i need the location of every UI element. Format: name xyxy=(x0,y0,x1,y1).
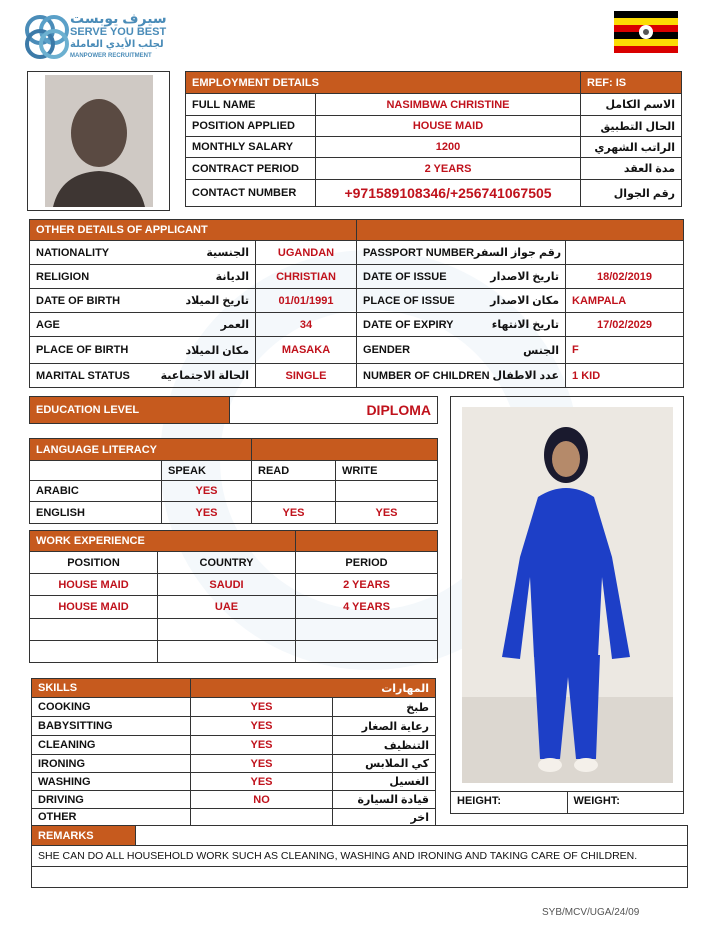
list-item xyxy=(32,791,436,809)
expiry-value: 17/02/2029 xyxy=(566,313,684,337)
english-read: YES xyxy=(252,502,336,524)
age-value: 34 xyxy=(256,313,357,337)
marital-value: SINGLE xyxy=(256,364,357,388)
weight-label: WEIGHT: xyxy=(573,795,620,807)
col-country: COUNTRY xyxy=(158,552,296,574)
work-position xyxy=(30,641,158,663)
age-ar: العمر xyxy=(220,319,249,331)
english-speak: YES xyxy=(162,502,252,524)
work-period: 2 YEARS xyxy=(296,574,438,596)
english-write: YES xyxy=(336,502,438,524)
skill-ar: اخر xyxy=(333,809,436,826)
work-period xyxy=(296,619,438,641)
skill-ar: كي الملابس xyxy=(333,755,436,773)
work-table xyxy=(29,530,438,663)
work-period: 4 YEARS xyxy=(296,596,438,619)
language-header-blank xyxy=(252,439,438,461)
logo-arabic: سيرف يوبست xyxy=(70,10,167,26)
remarks-text: SHE CAN DO ALL HOUSEHOLD WORK SUCH AS CLEANING, WASHING AND IRONING AND TAKING CARE OF CHILDREN. xyxy=(32,846,688,867)
issue-date-label: DATE OF ISSUE xyxy=(363,270,447,283)
children-value: 1 KID xyxy=(566,364,684,388)
issue-date-value: 18/02/2019 xyxy=(566,265,684,289)
work-header-blank xyxy=(296,531,438,552)
full-photo-frame xyxy=(450,396,684,814)
work-period xyxy=(296,641,438,663)
employment-table xyxy=(185,71,682,207)
passport-label: PASSPORT NUMBER xyxy=(363,246,475,259)
full-name-ar: الاسم الكامل xyxy=(581,94,682,116)
dob-ar: تاريخ الميلاد xyxy=(185,295,249,307)
col-period: PERIOD xyxy=(296,552,438,574)
position-ar: الحال التطبيق xyxy=(581,116,682,137)
logo-name: SERVE YOU BEST xyxy=(70,26,167,38)
nationality-ar: الجنسية xyxy=(206,247,249,259)
remarks-header-blank xyxy=(136,826,688,846)
skills-table xyxy=(31,678,436,826)
issue-place-label: PLACE OF ISSUE xyxy=(363,294,455,307)
skill-value: YES xyxy=(191,698,333,717)
religion-value: CHRISTIAN xyxy=(256,265,357,289)
children-ar: عدد الاطفال xyxy=(492,370,560,382)
language-table xyxy=(29,438,438,524)
work-country xyxy=(158,619,296,641)
list-item xyxy=(32,773,436,791)
contact-ar: رقم الجوال xyxy=(581,180,682,207)
nationality-value: UGANDAN xyxy=(256,241,357,265)
dob-label: DATE OF BIRTH xyxy=(36,294,121,307)
skill-ar: قيادة السيارة xyxy=(333,791,436,809)
ref-label: REF: IS xyxy=(581,72,682,94)
remarks-header: REMARKS xyxy=(32,826,136,846)
full-name-value: NASIMBWA CHRISTINE xyxy=(316,94,581,116)
work-position xyxy=(30,619,158,641)
skill-label: DRIVING xyxy=(32,791,191,809)
passport-value xyxy=(566,241,684,265)
skill-ar: طبخ xyxy=(333,698,436,717)
expiry-ar: تاريخ الانتهاء xyxy=(491,319,560,331)
list-item xyxy=(32,736,436,755)
birthplace-label: PLACE OF BIRTH xyxy=(36,344,129,356)
work-position: HOUSE MAID xyxy=(30,574,158,596)
issue-date-ar: تاريخ الاصدار xyxy=(490,271,560,283)
skill-ar: الغسيل xyxy=(333,773,436,791)
work-header: WORK EXPERIENCE xyxy=(30,531,296,552)
logo-tagline: MANPOWER RECRUITMENT xyxy=(70,53,152,59)
col-write: WRITE xyxy=(336,461,438,481)
arabic-write xyxy=(336,481,438,502)
work-position: HOUSE MAID xyxy=(30,596,158,619)
measurements-row xyxy=(451,791,683,814)
work-country: UAE xyxy=(158,596,296,619)
skills-header: SKILLS xyxy=(32,679,191,698)
skill-ar: رعاية الصغار xyxy=(333,717,436,736)
position-label: POSITION APPLIED xyxy=(186,116,316,137)
contract-ar: مدة العقد xyxy=(581,158,682,180)
skill-label: IRONING xyxy=(32,755,191,773)
arabic-speak: YES xyxy=(162,481,252,502)
dob-value: 01/01/1991 xyxy=(256,289,357,313)
work-country xyxy=(158,641,296,663)
marital-ar: الحالة الاجتماعية xyxy=(160,370,249,382)
language-english: ENGLISH xyxy=(30,502,162,524)
skill-label: WASHING xyxy=(32,773,191,791)
arabic-read xyxy=(252,481,336,502)
applicant-table xyxy=(29,219,684,388)
uganda-flag-icon xyxy=(614,11,678,53)
skill-value: YES xyxy=(191,755,333,773)
issue-place-ar: مكان الاصدار xyxy=(490,295,560,307)
list-item xyxy=(32,717,436,736)
table-row xyxy=(30,641,438,663)
footer-code: SYB/MCV/UGA/24/09 xyxy=(542,907,640,918)
passport-photo-frame xyxy=(27,71,170,211)
gender-ar: الجنس xyxy=(523,344,560,357)
skill-label: COOKING xyxy=(32,698,191,717)
contract-label: CONTRACT PERIOD xyxy=(186,158,316,180)
skill-value: NO xyxy=(191,791,333,809)
remarks-table xyxy=(31,825,688,888)
expiry-label: DATE OF EXPIRY xyxy=(363,318,454,331)
skill-ar: التنظيف xyxy=(333,736,436,755)
contact-label: CONTACT NUMBER xyxy=(186,180,316,207)
salary-label: MONTHLY SALARY xyxy=(186,137,316,158)
nationality-label: NATIONALITY xyxy=(36,246,110,259)
education-label: EDUCATION LEVEL xyxy=(30,397,230,424)
col-position: POSITION xyxy=(30,552,158,574)
children-label: NUMBER OF CHILDREN xyxy=(363,369,490,382)
company-logo xyxy=(22,10,192,66)
marital-label: MARITAL STATUS xyxy=(36,369,130,382)
list-item xyxy=(32,809,436,826)
gender-label: GENDER xyxy=(363,344,411,356)
salary-value: 1200 xyxy=(316,137,581,158)
full-name-label: FULL NAME xyxy=(186,94,316,116)
work-country: SAUDI xyxy=(158,574,296,596)
remarks-blank-row xyxy=(32,867,688,888)
religion-label: RELIGION xyxy=(36,270,90,283)
language-arabic: ARABIC xyxy=(30,481,162,502)
language-header: LANGUAGE LITERACY xyxy=(30,439,252,461)
skill-value: YES xyxy=(191,773,333,791)
skill-value: YES xyxy=(191,736,333,755)
passport-ar: رقم جواز السفر xyxy=(474,247,562,259)
employment-header: EMPLOYMENT DETAILS xyxy=(186,72,581,94)
religion-ar: الديانة xyxy=(215,271,249,283)
issue-place-value: KAMPALA xyxy=(566,289,684,313)
table-row xyxy=(30,596,438,619)
table-row xyxy=(30,619,438,641)
height-label: HEIGHT: xyxy=(451,792,568,814)
skill-label: CLEANING xyxy=(32,736,191,755)
education-table xyxy=(29,396,438,424)
passport-photo xyxy=(31,75,166,207)
gender-value: F xyxy=(566,337,684,364)
list-item xyxy=(32,698,436,717)
skill-label: BABYSITTING xyxy=(32,717,191,736)
list-item xyxy=(32,755,436,773)
full-body-photo xyxy=(462,407,673,783)
applicant-header: OTHER DETAILS OF APPLICANT xyxy=(30,220,357,241)
education-value: DIPLOMA xyxy=(230,397,438,424)
skill-label: OTHER xyxy=(32,809,191,826)
language-col-blank xyxy=(30,461,162,481)
age-label: AGE xyxy=(36,318,60,331)
col-read: READ xyxy=(252,461,336,481)
skill-value xyxy=(191,809,333,826)
col-speak: SPEAK xyxy=(162,461,252,481)
position-value: HOUSE MAID xyxy=(316,116,581,137)
logo-arabic-sub: لجلب الأيدي العاملة xyxy=(70,39,164,50)
birthplace-value: MASAKA xyxy=(256,337,357,364)
applicant-header-blank xyxy=(357,220,684,241)
skills-header-ar: المهارات xyxy=(191,679,436,698)
logo-icon xyxy=(22,12,72,64)
contract-value: 2 YEARS xyxy=(316,158,581,180)
table-row xyxy=(30,574,438,596)
salary-ar: الراتب الشهري xyxy=(581,137,682,158)
skill-value: YES xyxy=(191,717,333,736)
contact-value: +971589108346/+256741067505 xyxy=(316,180,581,207)
birthplace-ar: مكان الميلاد xyxy=(185,344,249,357)
